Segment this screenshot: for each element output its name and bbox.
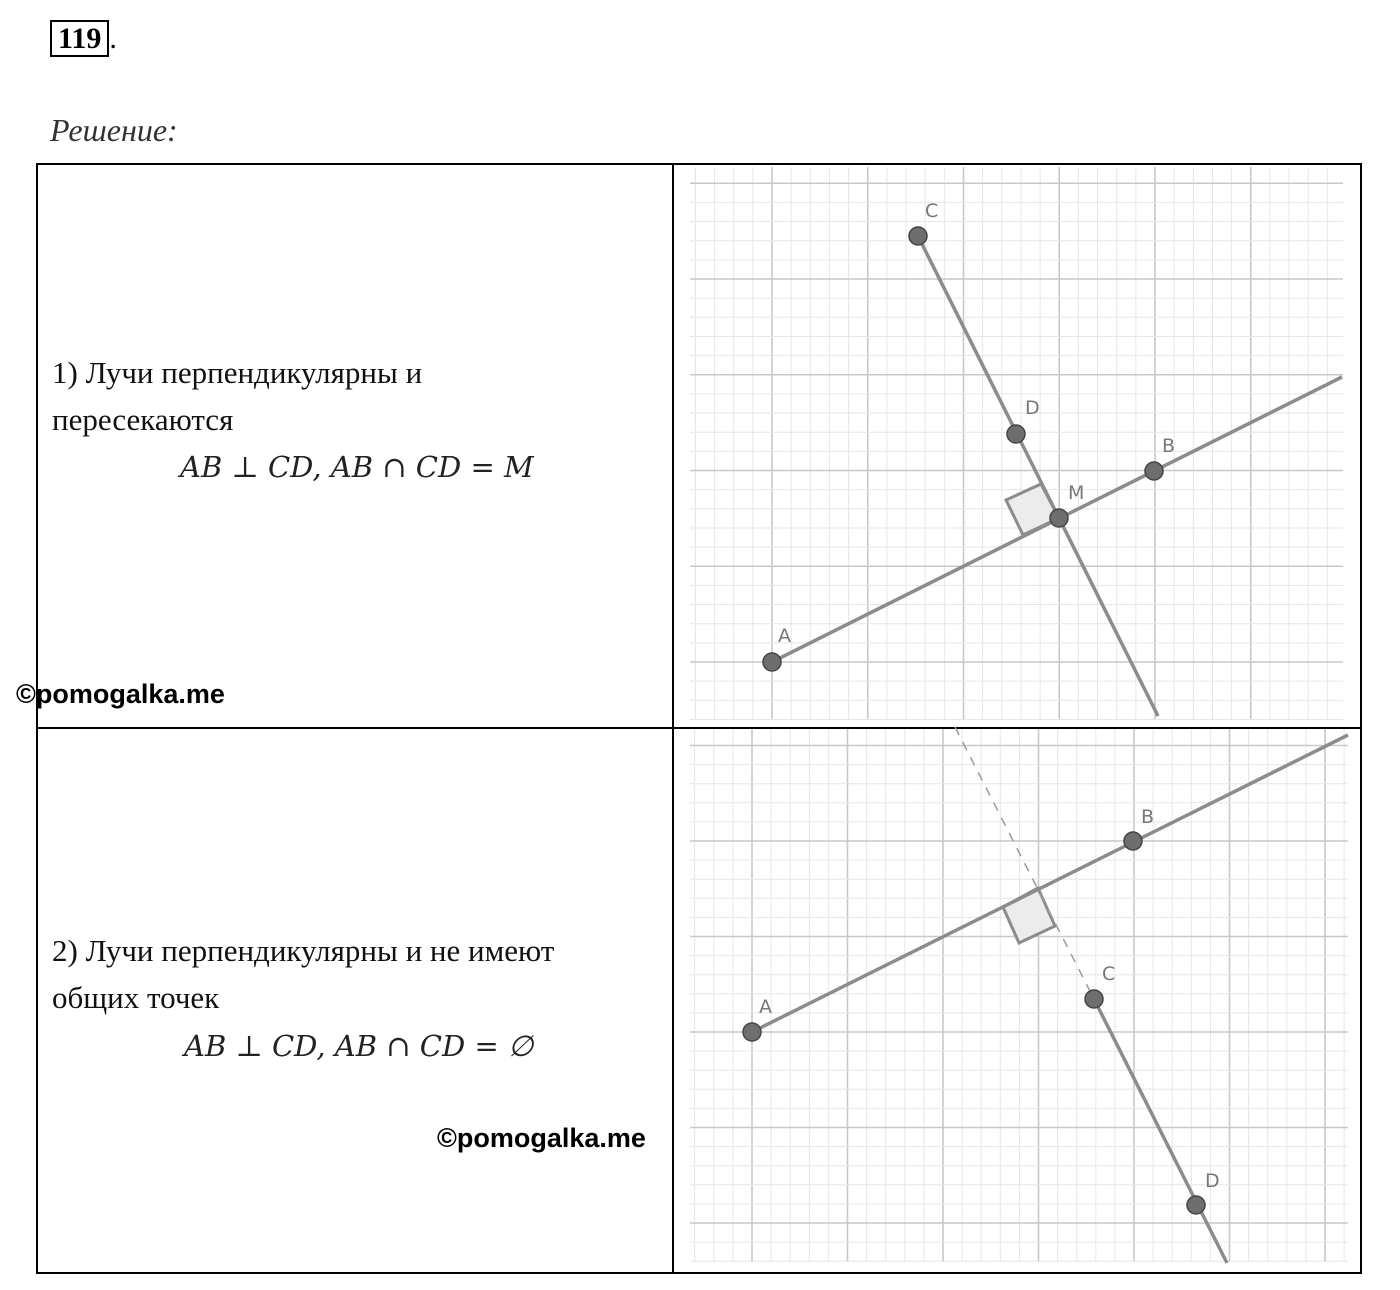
case2-ray-ab: [752, 735, 1348, 1032]
case2-label-b: B: [1141, 806, 1155, 828]
solution-label: Решение:: [50, 112, 178, 148]
case2-graph: [674, 727, 1360, 1272]
watermark-1: ©pomogalka.me: [16, 679, 225, 709]
case1-formula: AB ⊥ CD, AB ∩ CD = M: [180, 450, 534, 484]
case1-graph: [674, 165, 1360, 725]
case2-label-c: C: [1102, 963, 1116, 985]
case1-point-d: [1007, 425, 1025, 443]
case1-description: 1) Лучи перпендикулярны и пересекаются: [52, 355, 423, 437]
case1-label-b: B: [1162, 435, 1176, 457]
case1-label-a: A: [778, 625, 791, 647]
case2-description: 2) Лучи перпендикулярны и не имеют общих точек: [52, 933, 555, 1015]
case2-label-d: D: [1205, 1170, 1220, 1192]
case1-point-m: [1050, 509, 1068, 527]
case1-label-c: C: [925, 200, 939, 222]
case1-point-a: [763, 653, 781, 671]
case2-point-c: [1085, 990, 1103, 1008]
case1-point-b: [1145, 462, 1163, 480]
case1-point-c: [909, 227, 927, 245]
case2-label-a: A: [759, 996, 772, 1018]
case1-label-m: M: [1068, 482, 1085, 504]
case2-point-d: [1187, 1196, 1205, 1214]
case2-point-b: [1124, 832, 1142, 850]
case2-point-a: [743, 1023, 761, 1041]
case1-ray-cd: [918, 236, 1158, 716]
case1-right-angle-marker: [1006, 484, 1059, 535]
case2-ray-cd-extension: [955, 727, 1094, 999]
problem-number-box: 119: [50, 20, 109, 57]
case1-label-d: D: [1025, 397, 1040, 419]
case2-right-angle-marker: [1003, 888, 1055, 943]
case2-formula: AB ⊥ CD, AB ∩ CD = ∅: [184, 1029, 534, 1063]
watermark-2: ©pomogalka.me: [437, 1123, 646, 1153]
problem-number: 119 .: [50, 20, 117, 57]
case2-grid: [690, 729, 1348, 1262]
